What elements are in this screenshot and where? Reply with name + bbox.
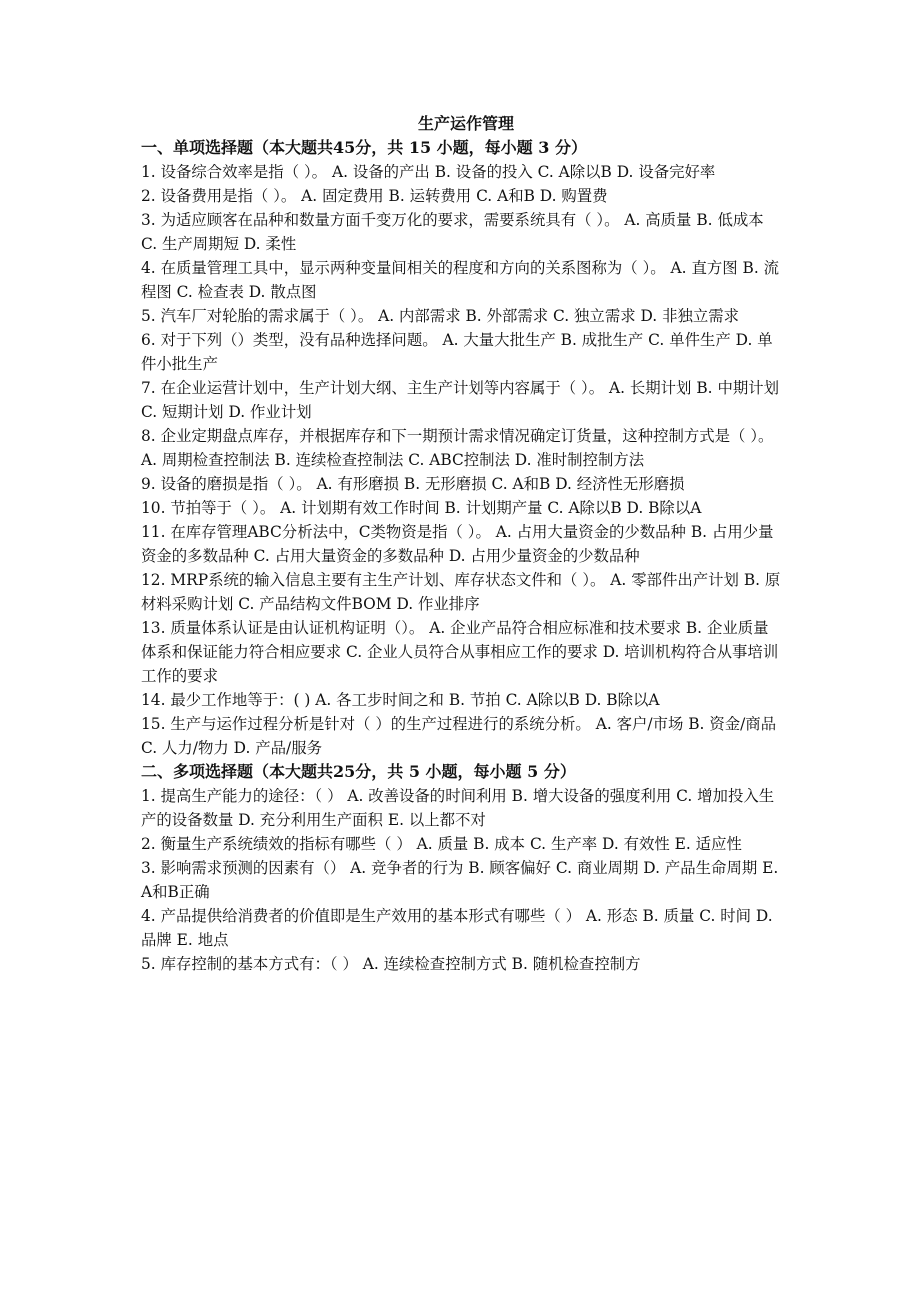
document-title: 生产运作管理 — [417, 114, 514, 133]
section-heading: 二、多项选择题（本大题共25分，共 5 小题，每小题 5 分） — [141, 762, 576, 781]
section-heading: 一、单项选择题（本大题共45分，共 15 小题，每小题 3 分） — [141, 138, 587, 157]
question-item: 15. 生产与运作过程分析是针对（ ）的生产过程进行的系统分析。 A. 客户/市场 B. 资金/商品 C. 人力/物力 D. 产品/服务 — [141, 715, 777, 757]
section-multiple-choice — [141, 760, 781, 976]
question-item: 5. 库存控制的基本方式有：（ ） A. 连续检查控制方式 B. 随机检查控制方 — [141, 955, 641, 973]
document-page — [141, 112, 781, 976]
question-item: 8. 企业定期盘点库存，并根据库存和下一期预计需求情况确定订货量，这种控制方式是（ ）。 A. 周期检查控制法 B. 连续检查控制法 C. ABC控制法 D. 准时制控制方法 — [141, 427, 774, 469]
question-item: 1. 设备综合效率是指（ ）。 A. 设备的产出 B. 设备的投入 C. A除以B D. 设备完好率 — [141, 163, 716, 181]
question-item: 3. 为适应顾客在品种和数量方面千变万化的要求，需要系统具有（ ）。 A. 高质量 B. 低成本 C. 生产周期短 D. 柔性 — [141, 211, 764, 253]
question-item: 14. 最少工作地等于：( ) A. 各工步时间之和 B. 节拍 C. A除以B D. B除以A — [141, 691, 660, 709]
question-item: 6. 对于下列（）类型，没有品种选择问题。 A. 大量大批生产 B. 成批生产 C. 单件生产 D. 单件小批生产 — [141, 331, 773, 373]
question-item: 1. 提高生产能力的途径：（ ） A. 改善设备的时间利用 B. 增大设备的强度利用 C. 增加投入生产的设备数量 D. 充分利用生产面积 E. 以上都不对 — [141, 787, 775, 829]
question-item: 11. 在库存管理ABC分析法中，C类物资是指（ ）。 A. 占用大量资金的少数品种 B. 占用少量资金的多数品种 C. 占用大量资金的多数品种 D. 占用少量资金的少数品种 — [141, 523, 774, 565]
question-item: 5. 汽车厂对轮胎的需求属于（ ）。 A. 内部需求 B. 外部需求 C. 独立需求 D. 非独立需求 — [141, 307, 740, 325]
question-item: 3. 影响需求预测的因素有（） A. 竞争者的行为 B. 顾客偏好 C. 商业周期 D. 产品生命周期 E. A和B正确 — [141, 859, 779, 901]
question-item: 12. MRP系统的输入信息主要有主生产计划、库存状态文件和（ ）。 A. 零部件出产计划 B. 原材料采购计划 C. 产品结构文件BOM D. 作业排序 — [141, 571, 781, 613]
question-item: 4. 在质量管理工具中，显示两种变量间相关的程度和方向的关系图称为（ ）。 A. 直方图 B. 流程图 C. 检查表 D. 散点图 — [141, 259, 780, 301]
question-item: 2. 衡量生产系统绩效的指标有哪些（ ） A. 质量 B. 成本 C. 生产率 D. 有效性 E. 适应性 — [141, 835, 742, 853]
question-item: 2. 设备费用是指（ ）。 A. 固定费用 B. 运转费用 C. A和B D. 购置费 — [141, 187, 608, 205]
question-item: 7. 在企业运营计划中，生产计划大纲、主生产计划等内容属于（ ）。 A. 长期计划 B. 中期计划 C. 短期计划 D. 作业计划 — [141, 379, 780, 421]
question-item: 9. 设备的磨损是指（ ）。 A. 有形磨损 B. 无形磨损 C. A和B D. 经济性无形磨损 — [141, 475, 685, 493]
question-item: 10. 节拍等于（ ）。 A. 计划期有效工作时间 B. 计划期产量 C. A除以B D. B除以A — [141, 499, 702, 517]
question-item: 4. 产品提供给消费者的价值即是生产效用的基本形式有哪些（ ） A. 形态 B. 质量 C. 时间 D. 品牌 E. 地点 — [141, 907, 773, 949]
section-single-choice — [141, 136, 781, 760]
question-item: 13. 质量体系认证是由认证机构证明（）。 A. 企业产品符合相应标准和技术要求 B. 企业质量体系和保证能力符合相应要求 C. 企业人员符合从事相应工作的要求 D. 培训机构符合从事培训工作的要求 — [141, 619, 779, 685]
